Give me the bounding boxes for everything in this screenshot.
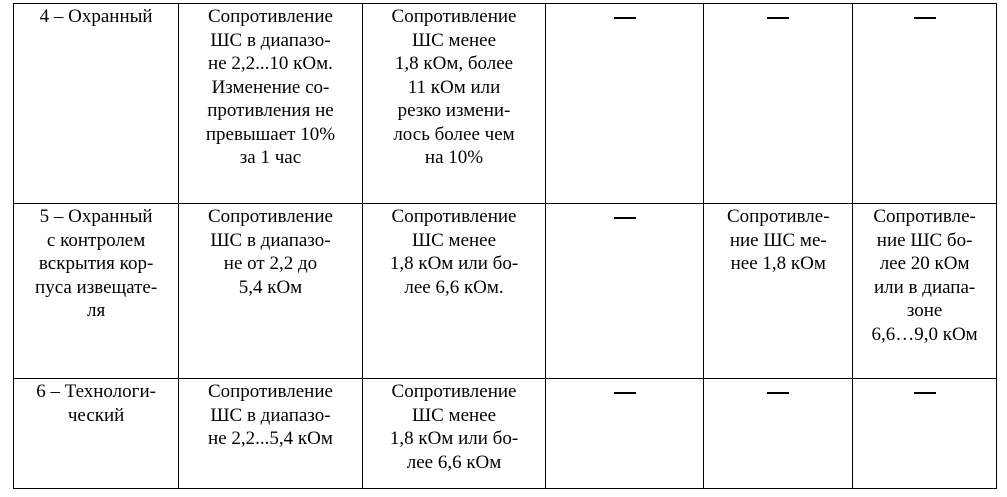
normal-condition-cell bbox=[179, 204, 363, 379]
cell-text-line: вскрытия кор- bbox=[38, 253, 154, 274]
cell-text-line: нее 1,8 кОм bbox=[730, 253, 826, 274]
cell-text-line: 1,8 кОм, более bbox=[394, 53, 514, 74]
alarm-condition-cell bbox=[362, 204, 546, 379]
extra-cell bbox=[546, 204, 704, 379]
cell-text-line: 11 кОм или bbox=[407, 76, 501, 98]
cell-text-line: пуса извещате- bbox=[35, 276, 158, 298]
cell-text-line: с контролем bbox=[46, 229, 146, 251]
cell-text-line: 5 – Охранный bbox=[39, 206, 153, 227]
mode-text: 4 – Охранный bbox=[39, 6, 153, 27]
dash-mark bbox=[914, 17, 936, 19]
dash-mark bbox=[767, 392, 789, 394]
cell-text-line: Сопротивление bbox=[391, 6, 517, 27]
cell-text-line: ние ШС бо- bbox=[876, 229, 973, 251]
cell-text-line: Сопротивление bbox=[207, 206, 333, 227]
dash-mark bbox=[614, 17, 636, 19]
extra-cell bbox=[704, 204, 853, 379]
normal-condition-cell bbox=[179, 4, 363, 204]
alarm-condition-cell bbox=[362, 4, 546, 204]
cell-text-line: ние ШС ме- bbox=[729, 229, 827, 251]
cell-text-line: 6 – Технологи- bbox=[36, 381, 156, 402]
cell-text-line: на 10% bbox=[424, 147, 484, 168]
cell-text-line: Сопротивле- bbox=[727, 206, 830, 227]
dash-mark bbox=[614, 217, 636, 219]
cell-text-line: Сопротивле- bbox=[873, 206, 976, 227]
cell-text-line: противления не bbox=[207, 100, 334, 121]
cell-text-line: 5,4 кОм bbox=[238, 276, 303, 298]
dash-mark bbox=[914, 392, 936, 394]
cell-text-line: ШС менее bbox=[411, 29, 497, 51]
mode-cell bbox=[14, 204, 179, 379]
extra-cell bbox=[704, 4, 853, 204]
extra-cell bbox=[546, 379, 704, 489]
cell-text-line: 1,8 кОм или бо- bbox=[389, 253, 519, 274]
extra-cell bbox=[704, 379, 853, 489]
cell-text-line: 1,8 кОм или бо- bbox=[389, 428, 519, 449]
table-row bbox=[14, 379, 997, 489]
cell-text-line: зоне bbox=[906, 300, 943, 321]
cell-text-line: лее 20 кОм bbox=[879, 253, 970, 274]
cell-text-line: ШС в диапазо- bbox=[210, 29, 331, 51]
cell-text-line: ля bbox=[86, 300, 106, 321]
cell-text-line: лее 6,6 кОм. bbox=[404, 276, 504, 298]
loop-modes-table bbox=[13, 3, 997, 489]
cell-text-line: Сопротивление bbox=[391, 206, 517, 227]
cell-text-line: резко измени- bbox=[397, 100, 511, 121]
cell-text-line: или в диапа- bbox=[873, 276, 976, 298]
cell-text-line: Сопротивление bbox=[391, 381, 517, 402]
dash-mark bbox=[767, 17, 789, 19]
normal-condition-cell bbox=[179, 379, 363, 489]
mode-cell bbox=[14, 4, 179, 204]
extra-cell bbox=[853, 4, 997, 204]
cell-text-line: ШС менее bbox=[411, 404, 497, 426]
cell-text-line: ШС в диапазо- bbox=[210, 404, 331, 426]
cell-text-line: не 2,2...5,4 кОм bbox=[208, 428, 333, 449]
cell-text-line: Сопротивление bbox=[207, 381, 333, 402]
cell-text-line: не 2,2...10 кОм. bbox=[208, 53, 333, 74]
alarm-condition-cell bbox=[362, 379, 546, 489]
cell-text-line: Сопротивление bbox=[207, 6, 333, 27]
mode-cell bbox=[14, 379, 179, 489]
cell-text-line: не от 2,2 до bbox=[223, 253, 318, 274]
cell-text-line: за 1 час bbox=[239, 147, 302, 168]
cell-text-line: ШС менее bbox=[411, 229, 497, 251]
extra-cell bbox=[853, 379, 997, 489]
extra-cell bbox=[546, 4, 704, 204]
cell-text-line: 6,6…9,0 кОм bbox=[871, 323, 978, 345]
cell-text-line: ческий bbox=[67, 404, 125, 426]
cell-text-line: лось более чем bbox=[393, 123, 515, 145]
table-row bbox=[14, 4, 997, 204]
cell-text-line: Изменение со- bbox=[211, 76, 330, 98]
table-row bbox=[14, 204, 997, 379]
dash-mark bbox=[614, 392, 636, 394]
cell-text-line: ШС в диапазо- bbox=[210, 229, 331, 251]
extra-cell bbox=[853, 204, 997, 379]
cell-text-line: лее 6,6 кОм bbox=[406, 451, 502, 473]
cell-text-line: превышает 10% bbox=[205, 123, 336, 145]
